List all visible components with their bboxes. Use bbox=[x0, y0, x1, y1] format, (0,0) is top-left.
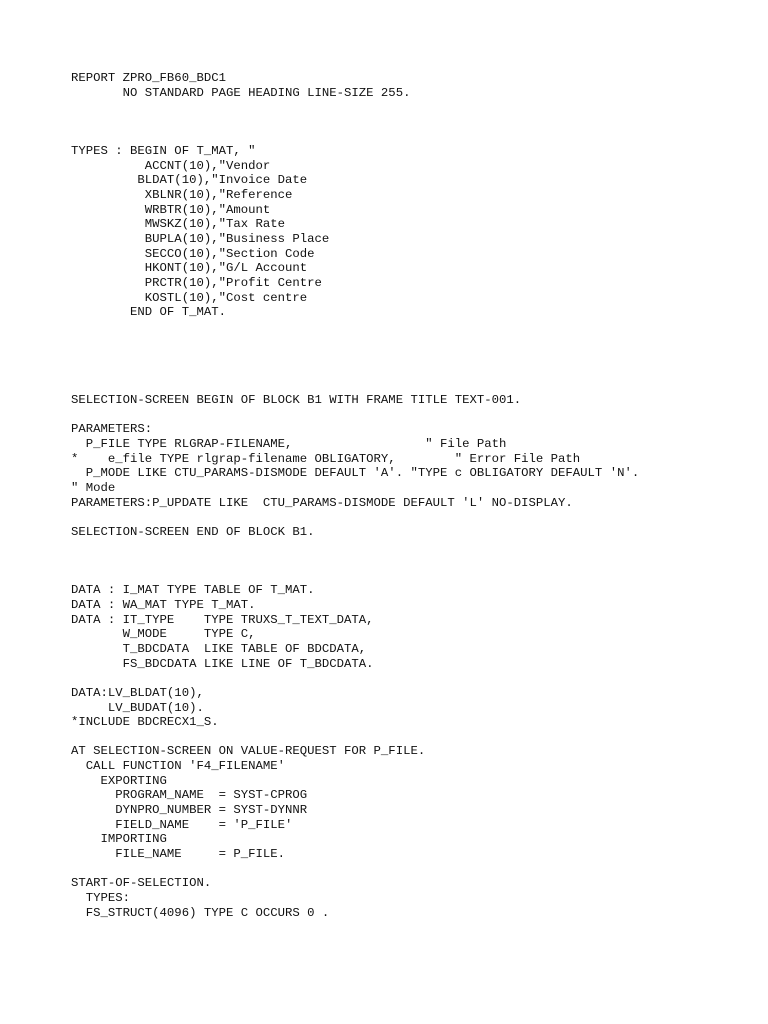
code-line: EXPORTING bbox=[71, 773, 167, 788]
code-line: W_MODE TYPE C, bbox=[71, 627, 256, 642]
code-line: FIELD_NAME = 'P_FILE' bbox=[71, 817, 293, 832]
code-line: T_BDCDATA LIKE TABLE OF BDCDATA, bbox=[71, 641, 367, 656]
code-line: END OF T_MAT. bbox=[71, 305, 226, 320]
code-line: ACCNT(10),"Vendor bbox=[71, 158, 271, 173]
code-line: PARAMETERS: bbox=[71, 422, 153, 437]
code-line: PRCTR(10),"Profit Centre bbox=[71, 275, 322, 290]
code-line: DYNPRO_NUMBER = SYST-DYNNR bbox=[71, 803, 308, 818]
code-line bbox=[71, 320, 639, 335]
code-line: FS_STRUCT(4096) TYPE C OCCURS 0 . bbox=[71, 905, 330, 920]
code-line: SECCO(10),"Section Code bbox=[71, 246, 315, 261]
code-line bbox=[71, 100, 639, 115]
code-line: NO STANDARD PAGE HEADING LINE-SIZE 255. bbox=[71, 85, 411, 100]
code-line: CALL FUNCTION 'F4_FILENAME' bbox=[71, 759, 286, 774]
code-line: P_MODE LIKE CTU_PARAMS-DISMODE DEFAULT 'A'. "TYPE c OBLIGATORY DEFAULT 'N'. bbox=[71, 466, 640, 481]
code-line bbox=[71, 569, 639, 584]
code-line bbox=[71, 540, 639, 555]
code-line: TYPES: bbox=[71, 890, 131, 905]
code-line bbox=[71, 364, 639, 379]
code-line: AT SELECTION-SCREEN ON VALUE-REQUEST FOR P_FILE. bbox=[71, 744, 426, 759]
code-line: DATA:LV_BLDAT(10), bbox=[71, 685, 204, 700]
code-line: WRBTR(10),"Amount bbox=[71, 202, 271, 217]
code-line: * e_file TYPE rlgrap-filename OBLIGATORY, " Error File Path bbox=[71, 451, 581, 466]
code-line: HKONT(10),"G/L Account bbox=[71, 261, 308, 276]
code-line: DATA : IT_TYPE TYPE TRUXS_T_TEXT_DATA, bbox=[71, 612, 374, 627]
code-line bbox=[71, 335, 639, 350]
code-line bbox=[71, 378, 639, 393]
code-line: FILE_NAME = P_FILE. bbox=[71, 846, 286, 861]
code-line: MWSKZ(10),"Tax Rate bbox=[71, 217, 286, 232]
code-line: DATA : I_MAT TYPE TABLE OF T_MAT. bbox=[71, 583, 315, 598]
code-line: P_FILE TYPE RLGRAP-FILENAME, " File Path bbox=[71, 437, 507, 452]
code-line: SELECTION-SCREEN BEGIN OF BLOCK B1 WITH FRAME TITLE TEXT-001. bbox=[71, 393, 522, 408]
code-line: IMPORTING bbox=[71, 832, 167, 847]
code-line bbox=[71, 130, 639, 145]
code-line: SELECTION-SCREEN END OF BLOCK B1. bbox=[71, 524, 315, 539]
code-line bbox=[71, 349, 639, 364]
code-line bbox=[71, 408, 639, 423]
source-code bbox=[71, 71, 639, 920]
code-line: " Mode bbox=[71, 480, 116, 495]
code-line: START-OF-SELECTION. bbox=[71, 876, 212, 891]
code-line bbox=[71, 730, 639, 745]
code-line bbox=[71, 115, 639, 130]
code-line: REPORT ZPRO_FB60_BDC1 bbox=[71, 71, 226, 85]
code-line: LV_BUDAT(10). bbox=[71, 700, 204, 715]
code-line bbox=[71, 671, 639, 686]
code-line: DATA : WA_MAT TYPE T_MAT. bbox=[71, 598, 256, 613]
code-line: FS_BDCDATA LIKE LINE OF T_BDCDATA. bbox=[71, 656, 374, 671]
code-line: BUPLA(10),"Business Place bbox=[71, 232, 330, 247]
code-line: BLDAT(10),"Invoice Date bbox=[71, 173, 308, 188]
code-line: TYPES : BEGIN OF T_MAT, " bbox=[71, 144, 256, 159]
code-line: KOSTL(10),"Cost centre bbox=[71, 290, 308, 305]
code-line: PROGRAM_NAME = SYST-CPROG bbox=[71, 788, 308, 803]
code-line: *INCLUDE BDCRECX1_S. bbox=[71, 715, 219, 730]
code-line: PARAMETERS:P_UPDATE LIKE CTU_PARAMS-DISMODE DEFAULT 'L' NO-DISPLAY. bbox=[71, 495, 573, 510]
code-line bbox=[71, 862, 639, 877]
code-line bbox=[71, 554, 639, 569]
code-line: XBLNR(10),"Reference bbox=[71, 188, 293, 203]
code-line bbox=[71, 510, 639, 525]
